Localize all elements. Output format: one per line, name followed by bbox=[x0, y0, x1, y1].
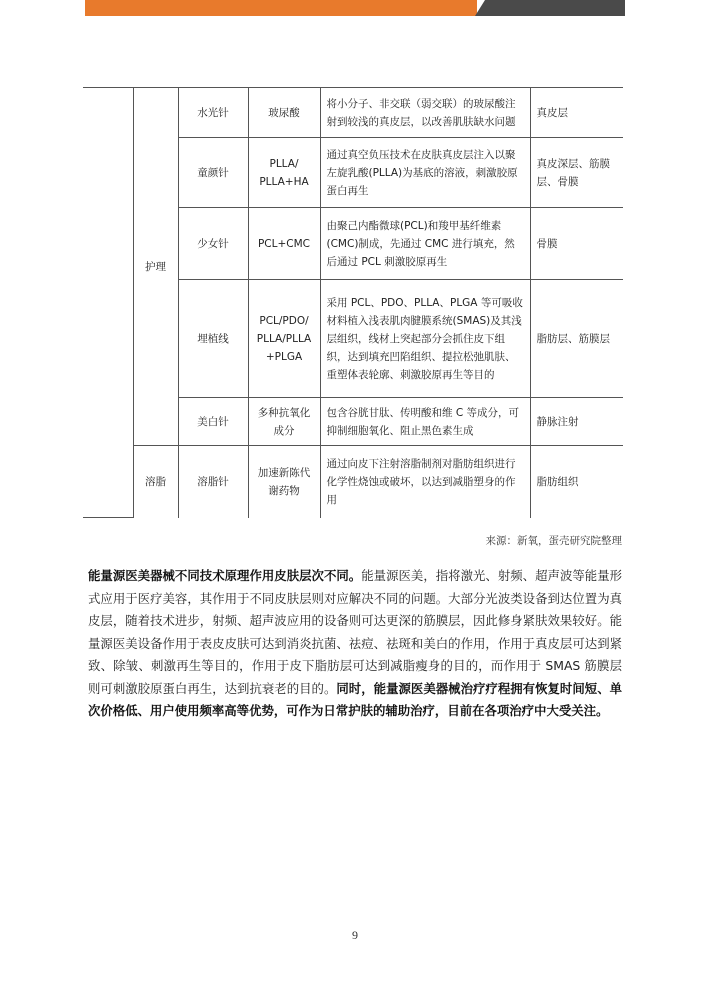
product-description: 通过向皮下注射溶脂制剂对脂肪组织进行化学性烧蚀或破坏，以达到减脂塑身的作用 bbox=[320, 446, 530, 518]
paragraph-bold-lead: 能量源医美器械不同技术原理作用皮肤层次不同。 bbox=[88, 568, 362, 583]
product-layer: 骨膜 bbox=[530, 208, 623, 280]
body-paragraph bbox=[88, 565, 622, 723]
product-name: 少女针 bbox=[178, 208, 248, 280]
table-source: 来源：新氧，蛋壳研究院整理 bbox=[485, 535, 622, 547]
category-cell bbox=[83, 88, 133, 518]
product-layer: 脂肪组织 bbox=[530, 446, 623, 518]
paragraph-bold-tail: 同时，能量源医美器械治疗疗程拥有恢复时间短、单次价格低、用户使用频率高等优势，可作为日常护肤的辅助治疗，目前在各项治疗中大受关注。 bbox=[88, 680, 623, 718]
product-description: 采用 PCL、PDO、PLLA、PLGA 等可吸收材料植入浅表肌肉腱膜系统(SMAS)及其浅层组织，线材上突起部分会抓住皮下组织，达到填充凹陷组织、提拉松弛肌肤、重塑体表轮廓、刺激胶原再生等目的 bbox=[320, 280, 530, 398]
product-layer: 真皮深层、筋膜层、骨膜 bbox=[530, 138, 623, 208]
header-orange-stripe bbox=[85, 0, 477, 16]
product-material: PCL/PDO/ PLLA/PLLA +PLGA bbox=[248, 280, 320, 398]
header-bar bbox=[85, 0, 625, 16]
product-description: 包含谷胱甘肽、传明酸和维 C 等成分，可抑制细胞氧化、阻止黑色素生成 bbox=[320, 398, 530, 446]
product-layer: 静脉注射 bbox=[530, 398, 623, 446]
product-name: 水光针 bbox=[178, 88, 248, 138]
product-material: PCL+CMC bbox=[248, 208, 320, 280]
paragraph-body: 能量源医美，指将激光、射频、超声波等能量形式应用于医疗美容，其作用于不同皮肤层则对应解决不同的问题。大部分光波类设备到达位置为真皮层，随着技术进步，射频、超声波应用的设备则可达更深的筋膜层，因此修身紧肤效果较好。能量源医美设备作用于表皮皮肤可达到消炎抗菌、祛痘、祛斑和美白的作用，作用于真皮层可达到紧致、除皱、刺激再生等目的，作用于皮下脂肪层可达到减脂瘦身的目的，而作用于 SMAS 筋膜层则可刺激胶原蛋白再生，达到抗衰老的目的。 bbox=[88, 568, 623, 696]
product-material: 多种抗氧化成分 bbox=[248, 398, 320, 446]
product-description: 将小分子、非交联（弱交联）的玻尿酸注射到较浅的真皮层，以改善肌肤缺水问题 bbox=[320, 88, 530, 138]
subcategory-cell: 护理 bbox=[133, 88, 178, 446]
product-material: 加速新陈代谢药物 bbox=[248, 446, 320, 518]
header-gray-stripe bbox=[475, 0, 625, 16]
product-layer: 真皮层 bbox=[530, 88, 623, 138]
product-name: 溶脂针 bbox=[178, 446, 248, 518]
product-table bbox=[83, 87, 623, 518]
product-name: 美白针 bbox=[178, 398, 248, 446]
product-material: 玻尿酸 bbox=[248, 88, 320, 138]
table-row bbox=[83, 446, 623, 518]
product-description: 由聚己内酯微球(PCL)和羧甲基纤维素(CMC)制成，先通过 CMC 进行填充，然后通过 PCL 刺激胶原再生 bbox=[320, 208, 530, 280]
table-row bbox=[83, 88, 623, 138]
product-name: 埋植线 bbox=[178, 280, 248, 398]
product-material: PLLA/ PLLA+HA bbox=[248, 138, 320, 208]
product-layer: 脂肪层、筋膜层 bbox=[530, 280, 623, 398]
product-description: 通过真空负压技术在皮肤真皮层注入以聚左旋乳酸(PLLA)为基底的溶液，刺激胶原蛋白再生 bbox=[320, 138, 530, 208]
subcategory-cell: 溶脂 bbox=[133, 446, 178, 518]
product-name: 童颜针 bbox=[178, 138, 248, 208]
page-number: 9 bbox=[352, 928, 358, 942]
